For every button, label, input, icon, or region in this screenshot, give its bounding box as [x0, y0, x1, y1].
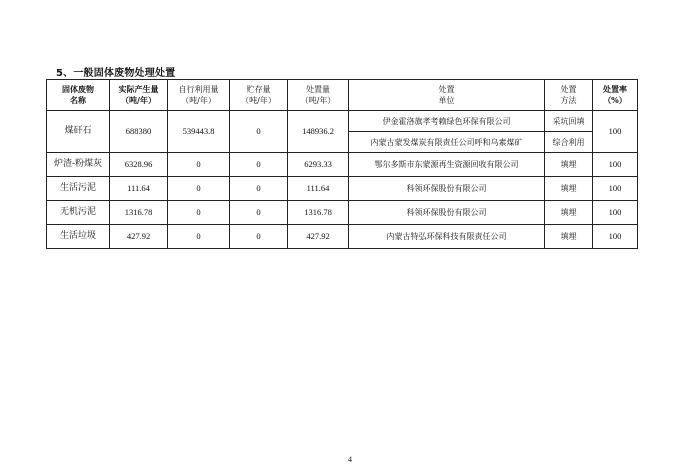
cell-disposal-rate: 100	[593, 177, 638, 201]
cell-self-used: 0	[168, 201, 230, 225]
cell-disposed: 6293.33	[288, 153, 349, 177]
table-row	[47, 177, 638, 201]
cell-stored: 0	[230, 177, 288, 201]
header-waste-name: 固体废物 名称	[47, 80, 110, 111]
cell-produced: 1316.78	[110, 201, 168, 225]
page-number: 4	[348, 455, 352, 464]
cell-disposal-unit: 科领环保股份有限公司	[349, 201, 545, 225]
cell-disposal-method: 填埋	[545, 153, 593, 177]
cell-disposal-method: 填埋	[545, 177, 593, 201]
cell-disposal-method: 综合利用	[545, 132, 593, 153]
header-produced: 实际产生量 （吨/年）	[110, 80, 168, 111]
cell-disposed: 1316.78	[288, 201, 349, 225]
table-row	[47, 111, 638, 132]
cell-waste-name: 生活垃圾	[47, 225, 110, 249]
cell-disposal-unit: 伊金霍洛旗孝考赖绿色环保有限公司	[349, 111, 545, 132]
cell-waste-name: 炉渣-粉煤灰	[47, 153, 110, 177]
table-row	[47, 201, 638, 225]
cell-disposed: 148936.2	[288, 111, 349, 153]
cell-produced: 688380	[110, 111, 168, 153]
cell-disposal-unit: 内蒙古特弘环保科技有限责任公司	[349, 225, 545, 249]
solid-waste-table	[46, 79, 638, 249]
cell-self-used: 0	[168, 177, 230, 201]
cell-disposal-rate: 100	[593, 201, 638, 225]
cell-stored: 0	[230, 153, 288, 177]
cell-disposal-rate: 100	[593, 111, 638, 153]
cell-disposal-method: 采坑回填	[545, 111, 593, 132]
table-row	[47, 225, 638, 249]
cell-self-used: 0	[168, 225, 230, 249]
header-stored: 贮存量 （吨/年）	[230, 80, 288, 111]
header-disposed: 处置量 （吨/年）	[288, 80, 349, 111]
header-disposal-method: 处置 方法	[545, 80, 593, 111]
cell-self-used: 0	[168, 153, 230, 177]
table-row	[47, 153, 638, 177]
cell-stored: 0	[230, 201, 288, 225]
cell-stored: 0	[230, 225, 288, 249]
cell-produced: 427.92	[110, 225, 168, 249]
header-row	[47, 80, 638, 111]
cell-disposal-unit: 鄂尔多斯市东蒙源再生资源回收有限公司	[349, 153, 545, 177]
cell-disposal-method: 填埋	[545, 201, 593, 225]
cell-disposed: 111.64	[288, 177, 349, 201]
cell-disposed: 427.92	[288, 225, 349, 249]
cell-self-used: 539443.8	[168, 111, 230, 153]
cell-waste-name: 无机污泥	[47, 201, 110, 225]
cell-disposal-unit: 内蒙古蒙发煤炭有限责任公司呼和乌素煤矿	[349, 132, 545, 153]
cell-waste-name: 煤矸石	[47, 111, 110, 153]
header-self-used: 自行利用量 （吨/年）	[168, 80, 230, 111]
section-heading: 5、一般固体废物处理处置	[56, 68, 176, 79]
cell-produced: 6328.96	[110, 153, 168, 177]
header-disposal-rate: 处置率 （%）	[593, 80, 638, 111]
cell-disposal-method: 填埋	[545, 225, 593, 249]
cell-disposal-rate: 100	[593, 225, 638, 249]
cell-disposal-rate: 100	[593, 153, 638, 177]
header-disposal-unit: 处置 单位	[349, 80, 545, 111]
cell-stored: 0	[230, 111, 288, 153]
cell-disposal-unit: 科领环保股份有限公司	[349, 177, 545, 201]
cell-produced: 111.64	[110, 177, 168, 201]
cell-waste-name: 生活污泥	[47, 177, 110, 201]
